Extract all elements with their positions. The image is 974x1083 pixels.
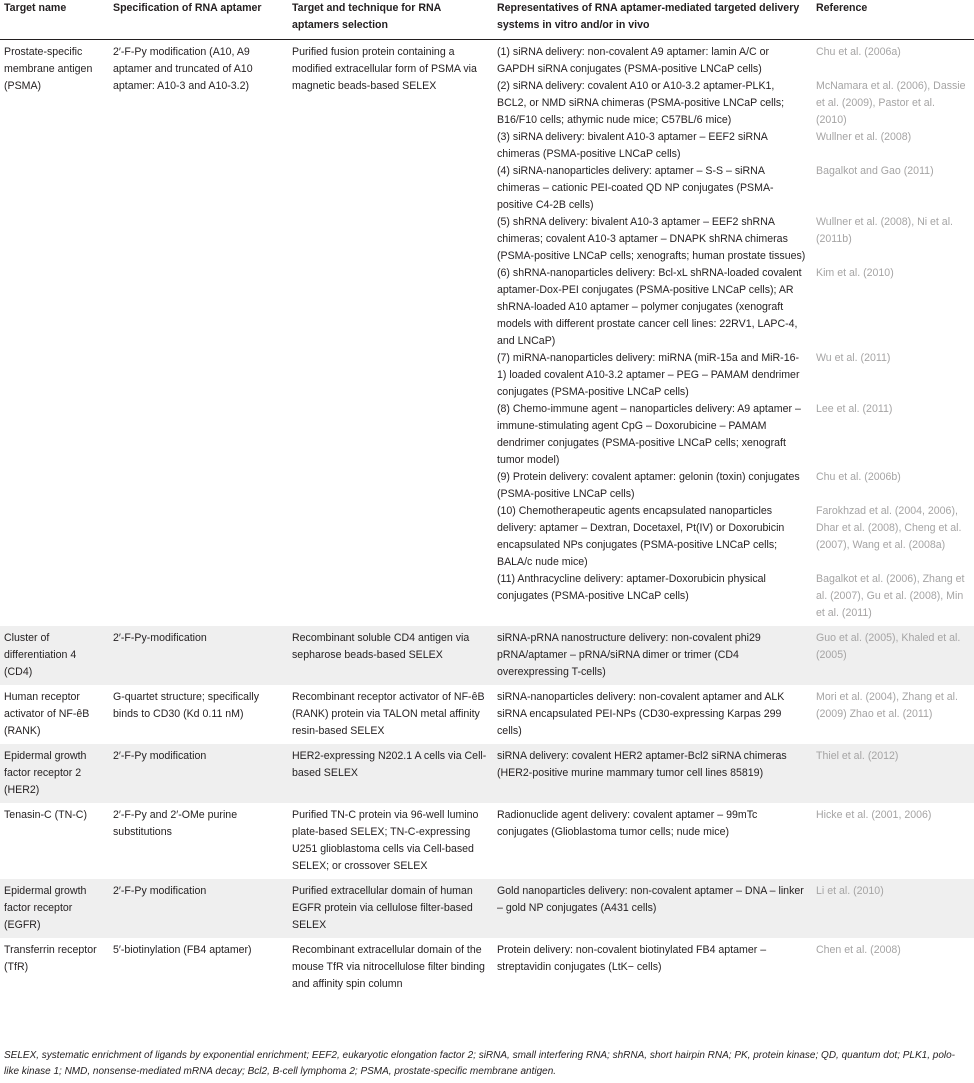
cell-reference (812, 803, 974, 879)
cell-target: Tenasin-C (TN-C) (4, 809, 87, 821)
delivery-entry: (8) Chemo-immune agent – nanoparticles delivery: A9 aptamer – immune-stimulating agent CpG – Doxorubicine – PAMAM dendrimer conjugates (PSMA-positive LNCaP cells; xenograft tumor model) (497, 403, 801, 466)
cell-reference (812, 626, 974, 685)
cell-delivery (493, 803, 812, 879)
cell-delivery (493, 938, 812, 997)
table-header-row (0, 0, 974, 40)
table-row (0, 40, 974, 627)
cell-target: Transferrin receptor (TfR) (4, 944, 97, 973)
cell-technique: Purified extracellular domain of human EGFR protein via cellulose filter-based SELEX (292, 885, 473, 931)
delivery-entry: Gold nanoparticles delivery: non-covalent aptamer – DNA – linker – gold NP conjugates (A431 cells) (497, 885, 804, 914)
delivery-entry: (1) siRNA delivery: non-covalent A9 aptamer: lamin A/C or GAPDH siRNA conjugates (PSMA-positive LNCaP cells) (497, 46, 770, 75)
header-reference: Reference (816, 2, 868, 14)
reference-link[interactable]: Wullner et al. (2008), Ni et al. (2011b) (816, 216, 953, 245)
cell-target: Human receptor activator of NF-êB (RANK) (4, 691, 90, 737)
cell-delivery (493, 40, 812, 627)
delivery-entry: (7) miRNA-nanoparticles delivery: miRNA (miR-15a and MiR-16-1) loaded covalent A10-3.2 aptamer – PEG – PAMAM dendrimer conjugates (PSMA-positive LNCaP cells) (497, 352, 800, 398)
delivery-entry: (9) Protein delivery: covalent aptamer: gelonin (toxin) conjugates (PSMA-positive LNCaP cells) (497, 471, 800, 500)
cell-spec: G-quartet structure; specifically binds to CD30 (Kd 0.11 nM) (113, 691, 260, 720)
cell-spec: 2′-F-Py and 2′-OMe purine substitutions (113, 809, 238, 838)
table-row (0, 938, 974, 997)
cell-technique: Purified fusion protein containing a modified extracellular form of PSMA via magnetic beads-based SELEX (292, 46, 477, 92)
header-technique: Target and technique for RNA aptamers selection (292, 2, 441, 31)
cell-reference (812, 40, 974, 627)
delivery-entry: (11) Anthracycline delivery: aptamer-Doxorubicin physical conjugates (PSMA-positive LNCaP cells) (497, 573, 766, 602)
table-row (0, 744, 974, 803)
cell-spec: 2′-F-Py modification (113, 885, 207, 897)
reference-link[interactable]: Chu et al. (2006a) (816, 46, 901, 58)
cell-target: Epidermal growth factor receptor (EGFR) (4, 885, 87, 931)
cell-target: Epidermal growth factor receptor 2 (HER2) (4, 750, 87, 796)
reference-link[interactable]: Kim et al. (2010) (816, 267, 894, 279)
reference-link[interactable]: Thiel et al. (2012) (816, 750, 899, 762)
cell-spec: 5′-biotinylation (FB4 aptamer) (113, 944, 252, 956)
table-footnote: SELEX, systematic enrichment of ligands by exponential enrichment; EEF2, eukaryotic elongation factor 2; siRNA, small interfering RNA; shRNA, short hairpin RNA; PK, protein kinase; QD, quantum dot; PLK1, polo-like kinase 1; NMD, nonsense-mediated mRNA decay; Bcl2, B-cell lymphoma 2; PSMA, prostate-specific membrane antigen. (4, 1050, 956, 1077)
reference-link[interactable]: Chen et al. (2008) (816, 944, 901, 956)
cell-delivery (493, 879, 812, 938)
delivery-entry: Radionuclide agent delivery: covalent aptamer – 99mTc conjugates (Glioblastoma tumor cells; nude mice) (497, 809, 758, 838)
cell-target: Prostate-specific membrane antigen (PSMA) (4, 46, 93, 92)
cell-reference (812, 744, 974, 803)
cell-spec: 2′-F-Py modification (113, 750, 207, 762)
header-target-name: Target name (4, 2, 67, 14)
delivery-entry: siRNA-pRNA nanostructure delivery: non-covalent phi29 pRNA/aptamer – pRNA/siRNA dimer or trimer (CD4 overexpressing T-cells) (497, 632, 761, 678)
table-row (0, 685, 974, 744)
reference-link[interactable]: Farokhzad et al. (2004, 2006), Dhar et al. (2008), Cheng et al. (2007), Wang et al. (2008a) (816, 505, 962, 551)
delivery-entry: (5) shRNA delivery: bivalent A10-3 aptamer – EEF2 shRNA chimeras; covalent A10-3 aptamer – DNAPK shRNA chimeras (PSMA-positive LNCaP cells; xenografts; human prostate tissues) (497, 216, 806, 262)
table-row (0, 803, 974, 879)
delivery-entry: (10) Chemotherapeutic agents encapsulated nanoparticles delivery: aptamer – Dextran, Docetaxel, Pt(IV) or Doxorubicin encapsulated NPs conjugates (PSMA-positive LNCaP cells; BALA/c nude mice) (497, 505, 785, 568)
reference-link[interactable]: Lee et al. (2011) (816, 403, 893, 415)
reference-link[interactable]: Chu et al. (2006b) (816, 471, 901, 483)
reference-link[interactable]: Guo et al. (2005), Khaled et al. (2005) (816, 632, 961, 661)
delivery-entry: (3) siRNA delivery: bivalent A10-3 aptamer – EEF2 siRNA chimeras (PSMA-positive LNCaP cells) (497, 131, 768, 160)
reference-link[interactable]: Wullner et al. (2008) (816, 131, 912, 143)
delivery-entry: siRNA delivery: covalent HER2 aptamer-Bcl2 siRNA chimeras (HER2-positive murine mammary tumor cell lines 85819) (497, 750, 787, 779)
cell-technique: Recombinant receptor activator of NF-êB (RANK) protein via TALON metal affinity resin-based SELEX (292, 691, 485, 737)
cell-delivery (493, 685, 812, 744)
delivery-entry: Protein delivery: non-covalent biotinylated FB4 aptamer – streptavidin conjugates (LtK− cells) (497, 944, 767, 973)
reference-link[interactable]: Hicke et al. (2001, 2006) (816, 809, 932, 821)
delivery-entry: (2) siRNA delivery: covalent A10 or A10-3.2 aptamer-PLK1, BCL2, or NMD siRNA chimeras (PSMA-positive LNCaP cells; B16/F10 cells; athymic nude mice; C57BL/6 mice) (497, 80, 785, 126)
table-row (0, 879, 974, 938)
cell-technique: HER2-expressing N202.1 A cells via Cell-based SELEX (292, 750, 487, 779)
reference-link[interactable]: Mori et al. (2004), Zhang et al. (2009) Zhao et al. (2011) (816, 691, 958, 720)
header-specification: Specification of RNA aptamer (113, 2, 262, 14)
cell-technique: Recombinant extracellular domain of the mouse TfR via nitrocellulose filter binding and affinity spin column (292, 944, 485, 990)
cell-delivery (493, 744, 812, 803)
reference-link[interactable]: Li et al. (2010) (816, 885, 884, 897)
cell-reference (812, 938, 974, 997)
header-delivery-systems: Representatives of RNA aptamer-mediated targeted delivery systems in vitro and/or in vivo (497, 2, 800, 31)
reference-link[interactable]: Bagalkot et al. (2006), Zhang et al. (2007), Gu et al. (2008), Min et al. (2011) (816, 573, 965, 619)
table-row (0, 626, 974, 685)
reference-link[interactable]: McNamara et al. (2006), Dassie et al. (2009), Pastor et al. (2010) (816, 80, 966, 126)
cell-reference (812, 879, 974, 938)
delivery-entry: (4) siRNA-nanoparticles delivery: aptamer – S-S – siRNA chimeras – cationic PEI-coated QD NP conjugates (PSMA-positive C4-2B cells) (497, 165, 774, 211)
cell-target: Cluster of differentiation 4 (CD4) (4, 632, 77, 678)
cell-technique: Recombinant soluble CD4 antigen via sepharose beads-based SELEX (292, 632, 470, 661)
reference-link[interactable]: Bagalkot and Gao (2011) (816, 165, 934, 177)
cell-reference (812, 685, 974, 744)
delivery-entry: (6) shRNA-nanoparticles delivery: Bcl-xL shRNA-loaded covalent aptamer-Dox-PEI conjugates (PSMA-positive LNCaP cells); AR shRNA-loaded A10 aptamer – polymer conjugates (xenograft models with different prostate cancer cell lines: 22RV1, LAPC-4, and LNCaP) (497, 267, 802, 347)
cell-delivery (493, 626, 812, 685)
cell-spec: 2′-F-Py modification (A10, A9 aptamer and truncated of A10 aptamer: A10-3 and A10-3.2) (113, 46, 253, 92)
cell-spec: 2′-F-Py-modification (113, 632, 207, 644)
cell-technique: Purified TN-C protein via 96-well lumino plate-based SELEX; TN-C-expressing U251 glioblastoma cells via Cell-based SELEX; or crossover SELEX (292, 809, 479, 872)
delivery-entry: siRNA-nanoparticles delivery: non-covalent aptamer and ALK siRNA encapsulated PEI-NPs (CD30-expressing Karpas 299 cells) (497, 691, 785, 737)
reference-link[interactable]: Wu et al. (2011) (816, 352, 891, 364)
